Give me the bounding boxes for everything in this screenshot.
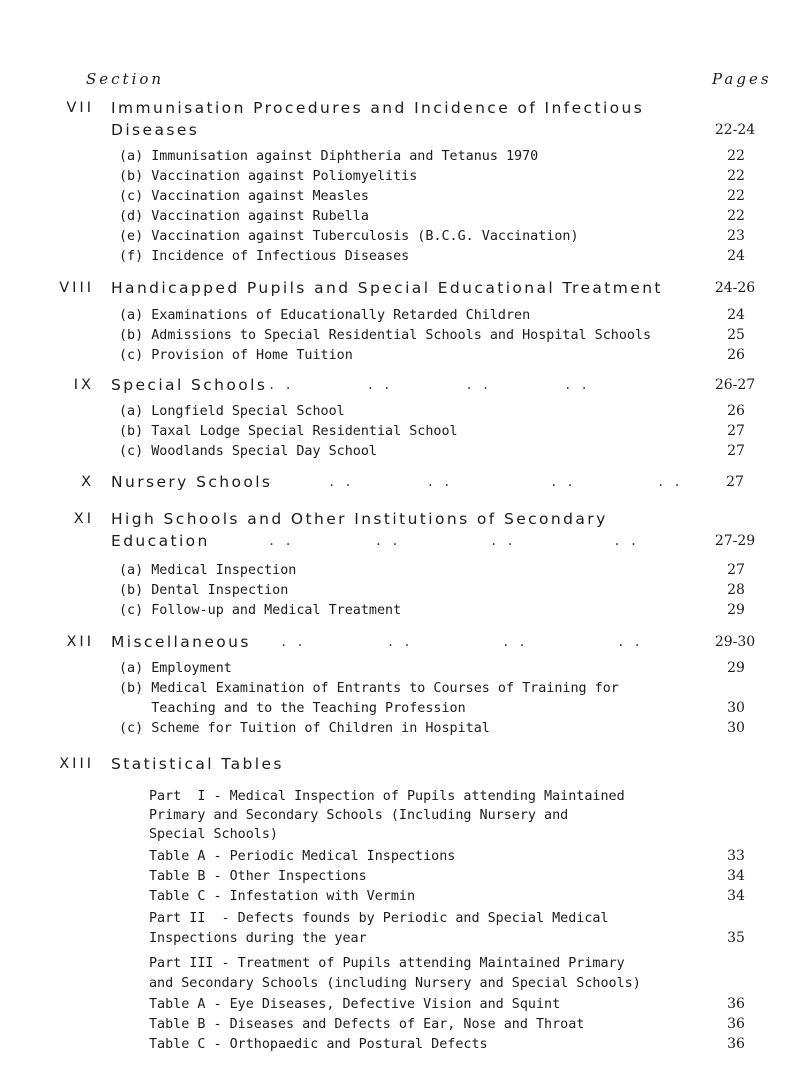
section-pages: 29-30 [714,634,756,650]
table-entry-page: 34 [727,888,745,904]
table-entry-page: 36 [727,1036,745,1052]
sub-item: (a) Longfield Special School [119,404,345,419]
table-entry: Inspections during the year [149,931,367,946]
section-number: X [81,474,94,490]
pages-column-header: Pages [712,70,772,88]
table-entry-page: 36 [727,996,745,1012]
sub-item-page: 29 [727,660,745,676]
sub-item: (d) Vaccination against Rubella [119,209,369,224]
section-number: VIII [59,280,94,296]
section-title: Miscellaneous [111,633,251,651]
table-entry-page: 36 [727,1016,745,1032]
sub-item: (c) Provision of Home Tuition [119,348,353,363]
table-entry: Table B - Diseases and Defects of Ear, Nose and Throat [149,1017,585,1032]
leader-dots: . . . . . . . . [268,378,589,392]
sub-item: (b) Medical Examination of Entrants to Courses of Training for [119,681,619,696]
section-pages: 27-29 [714,533,756,549]
section-number: XI [73,511,94,527]
sub-item-page: 29 [727,602,745,618]
section-title: Statistical Tables [111,755,284,773]
sub-item: (b) Admissions to Special Residential Schools and Hospital Schools [119,328,652,343]
sub-item-page: 25 [727,327,745,343]
table-entry: Table C - Infestation with Vermin [149,889,416,904]
table-entry: Part I - Medical Inspection of Pupils attending Maintained [149,789,625,804]
sub-item-page: 24 [727,307,745,323]
sub-item: (b) Taxal Lodge Special Residential School [119,424,458,439]
table-entry: Part II - Defects founds by Periodic and Special Medical [149,911,609,926]
sub-item: (b) Vaccination against Poliomyelitis [119,169,418,184]
section-pages: 24-26 [714,280,756,296]
sub-item: (f) Incidence of Infectious Diseases [119,249,410,264]
section-title-cont: Education [111,532,210,550]
section-title-cont: Diseases [111,121,200,139]
section-title: Special Schools [111,376,268,394]
leader-dots: . . . . . . . . [328,475,682,489]
leader-dots: . . . . . . . . [268,534,639,548]
section-column-header: Section [86,70,165,88]
table-entry: Special Schools) [149,827,278,842]
section-number: XIII [59,756,94,772]
sub-item-page: 24 [727,248,745,264]
sub-item-page: 30 [727,720,745,736]
sub-item: (b) Dental Inspection [119,583,289,598]
sub-item: (c) Woodlands Special Day School [119,444,377,459]
sub-item: (c) Scheme for Tuition of Children in Hospital [119,721,490,736]
table-entry: Table C - Orthopaedic and Postural Defects [149,1037,488,1052]
sub-item-page: 22 [727,148,745,164]
sub-item-page: 27 [727,423,745,439]
sub-item: (a) Medical Inspection [119,563,297,578]
sub-item-page: 22 [727,208,745,224]
sub-item: (c) Vaccination against Measles [119,189,369,204]
sub-item-page: 28 [727,582,745,598]
section-number: VII [66,100,94,116]
table-entry-page: 33 [727,848,745,864]
table-entry: Part III - Treatment of Pupils attending Maintained Primary [149,956,625,971]
table-entry-page: 34 [727,868,745,884]
section-title: Immunisation Procedures and Incidence of Infectious [111,99,645,117]
sub-item: (c) Follow-up and Medical Treatment [119,603,402,618]
section-title: Nursery Schools [111,473,273,491]
sub-item-page: 23 [727,228,745,244]
sub-item-page: 27 [727,562,745,578]
section-pages: 22-24 [714,122,756,138]
table-entry: Table A - Periodic Medical Inspections [149,849,456,864]
sub-item-page: 22 [727,168,745,184]
table-entry-page: 35 [727,930,745,946]
table-entry: Table B - Other Inspections [149,869,367,884]
sub-item: (a) Employment [119,661,232,676]
table-entry: and Secondary Schools (including Nursery and Special Schools) [149,976,641,991]
sub-item: Teaching and to the Teaching Profession [119,701,466,716]
section-pages: 27 [726,474,744,490]
sub-item-page: 22 [727,188,745,204]
sub-item: (a) Immunisation against Diphtheria and Tetanus 1970 [119,149,539,164]
sub-item-page: 26 [727,403,745,419]
table-entry: Primary and Secondary Schools (Including Nursery and [149,808,569,823]
section-number: XII [66,634,94,650]
sub-item: (e) Vaccination against Tuberculosis (B.C.G. Vaccination) [119,229,579,244]
table-entry: Table A - Eye Diseases, Defective Vision and Squint [149,997,561,1012]
sub-item-page: 27 [727,443,745,459]
leader-dots: . . . . . . . . [280,635,642,649]
sub-item: (a) Examinations of Educationally Retarded Children [119,308,531,323]
section-title: Handicapped Pupils and Special Educational Treatment [111,279,663,297]
sub-item-page: 30 [727,700,745,716]
section-title: High Schools and Other Institutions of Secondary [111,510,608,528]
section-pages: 26-27 [714,377,756,393]
section-number: IX [73,377,94,393]
sub-item-page: 26 [727,347,745,363]
